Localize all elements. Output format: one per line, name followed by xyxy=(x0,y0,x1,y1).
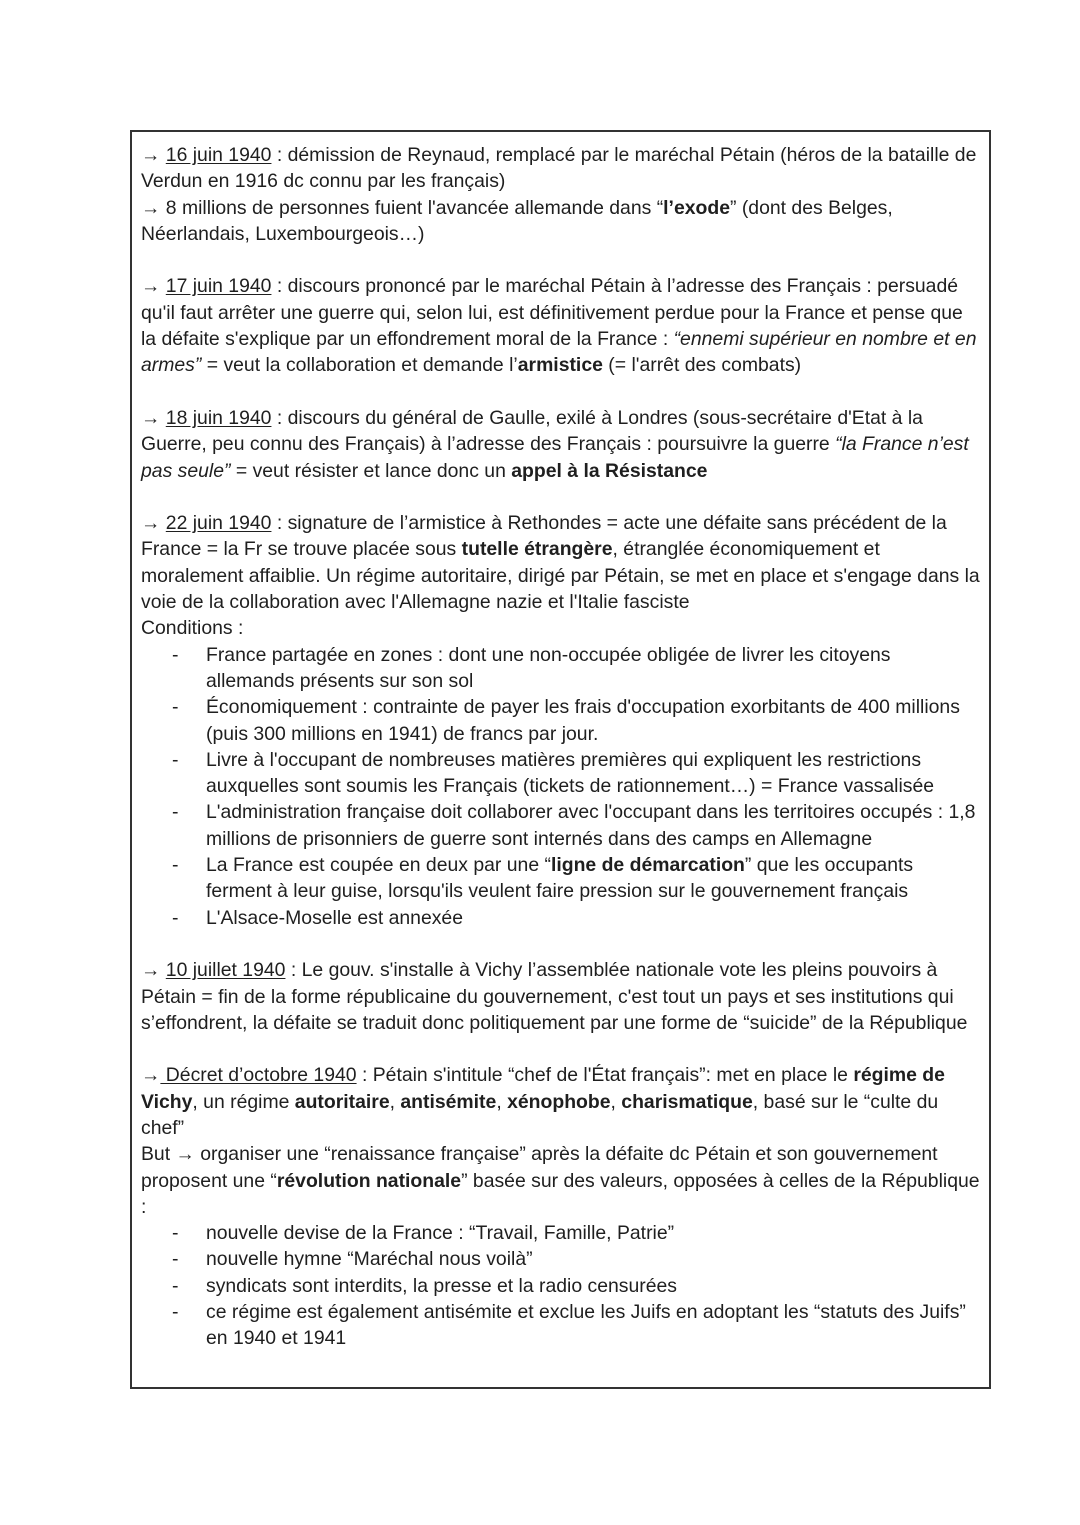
term-appel-resistance: appel à la Résistance xyxy=(511,459,708,482)
date-22-juin: 22 juin 1940 xyxy=(165,512,272,535)
list-item: - nouvelle hymne “Maréchal nous voilà” xyxy=(206,1246,981,1272)
paragraph-de-gaulle: → 18 juin 1940 : discours du général de Gaulle, exilé à Londres (sous-secrétaire d'Etat à la Guerre, peu connu des Français) à l’adresse des Français : poursuivre la guerre “la France n’est pas seule” = veut résister et lance donc un appel à la Résistance xyxy=(141,406,969,482)
list-item: - nouvelle devise de la France : “Travail, Famille, Patrie” xyxy=(206,1220,981,1246)
term-tutelle: tutelle étrangère xyxy=(461,538,613,561)
paragraph-exode: → 8 millions de personnes fuient l'avancée allemande dans “l’exode” (dont des Belges, Néerlandais, Luxembourgeois…) xyxy=(141,196,893,245)
date-17-juin: 17 juin 1940 xyxy=(165,275,272,298)
conditions-label: Conditions : xyxy=(141,617,244,640)
revolution-nationale-list xyxy=(141,1220,981,1351)
arrow-icon: → xyxy=(141,275,161,298)
list-item: - Économiquement : contrainte de payer les frais d'occupation exorbitants de 400 millions (puis 300 millions en 1941) de francs par jour. xyxy=(206,694,981,747)
arrow-icon: → xyxy=(141,144,161,166)
paragraph-armistice: → 22 juin 1940 : signature de l’armistice à Rethondes = acte une défaite sans précédent de la France = la Fr se trouve placée sous tutelle étrangère, étranglée économiquement et moralement affaiblie. Un régime autoritaire, dirigé par Pétain, se met en place et s'engage dans la voie de la collaboration avec l'Allemagne nazie et l'Italie fasciste xyxy=(141,512,980,614)
paragraph-decret: → Décret d’octobre 1940 : Pétain s'intitule “chef de l'État français”: met en place le régime de Vichy, un régime autoritaire, antisémite, xénophobe, charismatique, basé sur le “culte du chef” xyxy=(141,1064,945,1139)
list-item: - France partagée en zones : dont une non-occupée obligée de livrer les citoyens allemands présents sur son sol xyxy=(206,642,981,695)
list-item: - La France est coupée en deux par une “ligne de démarcation” que les occupants ferment à leur guise, lorsqu'ils veulent faire pression sur le gouvernement français xyxy=(206,852,981,905)
quote-de-gaulle: “la France n’est pas seule” xyxy=(141,433,969,482)
term-ligne-demarcation: ligne de démarcation xyxy=(550,854,745,877)
list-item: - L'administration française doit collaborer avec l'occupant dans les territoires occupés : 1,8 millions de prisonniers de guerre sont internés dans des camps en Allemagne xyxy=(206,799,981,852)
quote-petain: “ennemi supérieur en nombre et en armes” xyxy=(141,328,977,377)
term-revolution-nationale: révolution nationale xyxy=(276,1169,462,1192)
arrow-icon: → xyxy=(141,959,161,982)
arrow-icon: → xyxy=(141,1064,161,1087)
date-decret-octobre: Décret d’octobre 1940 xyxy=(160,1064,357,1087)
paragraph-vichy: → 10 juillet 1940 : Le gouv. s'installe à Vichy l’assemblée nationale vote les pleins pouvoirs à Pétain = fin de la forme républicaine du gouvernement, c'est tout un pays et ses institutions qui s’effondrent, la défaite se traduit donc politiquement par une forme de “suicide” de la République xyxy=(141,959,968,1034)
list-item: - Livre à l'occupant de nombreuses matières premières qui expliquent les restrictions auxquelles sont soumis les Français (tickets de rationnement…) = France vassalisée xyxy=(206,747,981,800)
date-16-juin: 16 juin 1940 xyxy=(165,144,272,166)
arrow-icon: → xyxy=(141,512,161,535)
conditions-list xyxy=(141,642,981,931)
arrow-icon: → xyxy=(141,406,161,429)
paragraph-petain-discours: → 17 juin 1940 : discours prononcé par le maréchal Pétain à l’adresse des Français : persuadé qu'il faut arrêter une guerre qui, selon lui, est définitivement perdue pour la France et pense que la défaite s'explique par un effondrement moral de la France : “ennemi supérieur en nombre et en armes” = veut la collaboration et demande l’armistice (= l'arrêt des combats) xyxy=(141,275,977,377)
date-10-juillet: 10 juillet 1940 xyxy=(165,959,286,982)
list-item: - syndicats sont interdits, la presse et la radio censurées xyxy=(206,1273,981,1299)
term-exode: l’exode xyxy=(663,196,730,219)
paragraph-but: But → organiser une “renaissance française” après la défaite dc Pétain et son gouvernement proposent une “révolution nationale” basée sur des valeurs, opposées à celles de la République : xyxy=(141,1143,980,1218)
list-item: - ce régime est également antisémite et exclue les Juifs en adoptant les “statuts des Juifs” en 1940 et 1941 xyxy=(206,1299,981,1352)
date-18-juin: 18 juin 1940 xyxy=(165,406,272,429)
notes-frame xyxy=(130,130,991,1389)
list-item: - L'Alsace-Moselle est annexée xyxy=(206,905,981,931)
term-armistice: armistice xyxy=(517,354,603,377)
paragraph-reynaud: → 16 juin 1940 : démission de Reynaud, remplacé par le maréchal Pétain (héros de la bataille de Verdun en 1916 dc connu par les français) xyxy=(141,144,977,193)
